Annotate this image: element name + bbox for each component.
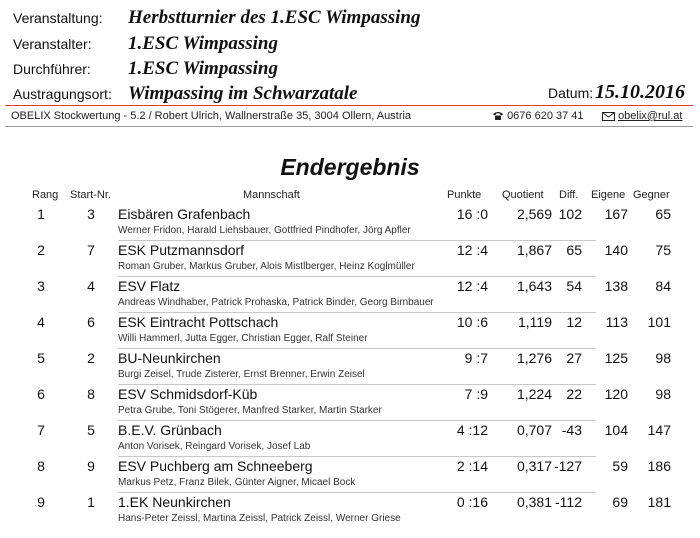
organizer-label: Veranstalter: xyxy=(13,36,92,52)
difference: 27 xyxy=(566,350,582,366)
start-number: 2 xyxy=(87,350,95,366)
quotient: 2,569 xyxy=(516,206,552,222)
table-row xyxy=(0,206,700,242)
executor-label: Durchführer: xyxy=(13,61,91,77)
phone-number: 0676 620 37 41 xyxy=(507,110,584,122)
envelope-icon xyxy=(602,112,615,121)
software-info: OBELIX Stockwertung - 5.2 / Robert Ulrich, Wallnerstraße 35, 3004 Ollern, Austria xyxy=(11,110,412,122)
table-row xyxy=(0,494,700,530)
team-name: B.E.V. Grünbach xyxy=(118,422,222,438)
own-score: 120 xyxy=(604,386,628,402)
start-number: 8 xyxy=(87,386,95,402)
table-row xyxy=(0,458,700,494)
row-divider xyxy=(118,276,596,277)
rank: 3 xyxy=(37,278,45,294)
row-divider xyxy=(118,240,596,241)
table-row xyxy=(0,350,700,386)
rank: 8 xyxy=(37,458,45,474)
col-punkte: Punkte xyxy=(447,189,482,201)
date-label: Datum: xyxy=(548,85,594,101)
difference: -43 xyxy=(561,422,582,438)
team-name: ESK Eintracht Pottschach xyxy=(118,314,279,330)
start-number: 1 xyxy=(87,494,95,510)
team-players: Roman Gruber, Markus Gruber, Alois Mistlberger, Heinz Koglmüller xyxy=(118,261,415,272)
own-score: 104 xyxy=(604,422,628,438)
difference: 12 xyxy=(566,314,582,330)
opponent-score: 84 xyxy=(655,278,671,294)
event-value: Herbstturnier des 1.ESC Wimpassing xyxy=(128,7,421,28)
row-divider xyxy=(118,492,596,493)
row-divider xyxy=(118,420,596,421)
team-players: Petra Grube, Toni Stögerer, Manfred Starker, Martin Starker xyxy=(118,405,382,416)
team-name: BU-Neunkirchen xyxy=(118,350,221,366)
rank: 4 xyxy=(37,314,45,330)
points: 12 :4 xyxy=(456,278,488,294)
start-number: 4 xyxy=(87,278,95,294)
team-players: Willi Hammerl, Jutta Egger, Christian Egger, Ralf Steiner xyxy=(118,333,368,344)
col-eigene: Eigene xyxy=(591,189,626,201)
points: 7 :9 xyxy=(464,386,488,402)
own-score: 140 xyxy=(604,242,628,258)
table-row xyxy=(0,278,700,314)
team-name: Eisbären Grafenbach xyxy=(118,206,251,222)
quotient: 0,317 xyxy=(516,458,552,474)
quotient: 1,867 xyxy=(516,242,552,258)
organizer-value: 1.ESC Wimpassing xyxy=(128,33,278,54)
team-name: ESV Flatz xyxy=(118,278,181,294)
team-name: ESV Schmidsdorf-Küb xyxy=(118,386,258,402)
start-number: 5 xyxy=(87,422,95,438)
rank: 6 xyxy=(37,386,45,402)
own-score: 113 xyxy=(605,314,628,330)
points: 0 :16 xyxy=(456,494,488,510)
rank: 2 xyxy=(37,242,45,258)
venue-label: Austragungsort: xyxy=(13,86,112,102)
team-players: Anton Vorisek, Reingard Vorisek, Josef Lab xyxy=(118,441,311,452)
difference: 22 xyxy=(566,386,582,402)
col-team: Mannschaft xyxy=(243,189,300,201)
email-link[interactable]: obelix@rul.at xyxy=(618,110,683,122)
col-diff: Diff. xyxy=(559,189,579,201)
row-divider xyxy=(118,456,596,457)
venue-value: Wimpassing im Schwarzatale xyxy=(128,83,358,104)
opponent-score: 101 xyxy=(647,314,671,330)
points: 12 :4 xyxy=(456,242,488,258)
row-divider xyxy=(118,312,596,313)
row-divider xyxy=(118,348,596,349)
table-row xyxy=(0,422,700,458)
points: 16 :0 xyxy=(456,206,488,222)
phone-icon xyxy=(492,111,504,121)
quotient: 1,643 xyxy=(516,278,552,294)
difference: 102 xyxy=(558,206,582,222)
col-start: Start-Nr. xyxy=(70,189,111,201)
table-row xyxy=(0,314,700,350)
header-divider xyxy=(5,105,693,106)
col-gegner: Gegner xyxy=(633,189,670,201)
team-players: Burgi Zeisel, Trude Zisterer, Ernst Brenner, Erwin Zeisel xyxy=(118,369,365,380)
row-divider xyxy=(118,384,596,385)
difference: 65 xyxy=(566,242,582,258)
quotient: 1,224 xyxy=(516,386,552,402)
team-name: 1.EK Neunkirchen xyxy=(118,494,231,510)
date-value: 15.10.2016 xyxy=(595,81,685,103)
start-number: 9 xyxy=(87,458,95,474)
quotient: 1,276 xyxy=(516,350,552,366)
phone-contact xyxy=(492,110,584,122)
points: 10 :6 xyxy=(456,314,488,330)
points: 2 :14 xyxy=(456,458,488,474)
team-players: Markus Petz, Franz Bilek, Günter Aigner, Micael Bock xyxy=(118,477,356,488)
table-row xyxy=(0,386,700,422)
rank: 1 xyxy=(37,206,45,222)
points: 4 :12 xyxy=(456,422,488,438)
opponent-score: 98 xyxy=(655,386,671,402)
quotient: 0,707 xyxy=(516,422,552,438)
opponent-score: 186 xyxy=(647,458,671,474)
own-score: 167 xyxy=(604,206,628,222)
opponent-score: 147 xyxy=(647,422,671,438)
opponent-score: 98 xyxy=(655,350,671,366)
difference: -112 xyxy=(555,494,582,510)
quotient: 1,119 xyxy=(518,314,552,330)
difference: 54 xyxy=(566,278,582,294)
opponent-score: 75 xyxy=(655,242,671,258)
team-players: Hans-Peter Zeissl, Martina Zeissl, Patrick Zeissl, Werner Griese xyxy=(118,513,401,524)
opponent-score: 65 xyxy=(655,206,671,222)
team-players: Werner Fridon, Harald Liehsbauer, Gottfried Pindhofer, Jörg Apfler xyxy=(118,225,411,236)
rank: 7 xyxy=(37,422,45,438)
table-row xyxy=(0,242,700,278)
event-label: Veranstaltung: xyxy=(13,10,103,26)
start-number: 3 xyxy=(87,206,95,222)
own-score: 125 xyxy=(604,350,628,366)
page-title: Endergebnis xyxy=(280,154,420,180)
own-score: 69 xyxy=(612,494,628,510)
start-number: 6 xyxy=(87,314,95,330)
rank: 9 xyxy=(37,494,45,510)
email-contact[interactable] xyxy=(602,110,682,122)
footer-divider xyxy=(5,126,693,127)
col-rang: Rang xyxy=(32,189,59,201)
own-score: 59 xyxy=(612,458,628,474)
team-name: ESK Putzmannsdorf xyxy=(118,242,245,258)
team-players: Andreas Windhaber, Patrick Prohaska, Patrick Binder, Georg Birnbauer xyxy=(118,297,434,308)
opponent-score: 181 xyxy=(647,494,671,510)
points: 9 :7 xyxy=(464,350,488,366)
own-score: 138 xyxy=(604,278,628,294)
team-name: ESV Puchberg am Schneeberg xyxy=(118,458,313,474)
difference: -127 xyxy=(553,458,582,474)
quotient: 0,381 xyxy=(516,494,552,510)
start-number: 7 xyxy=(87,242,95,258)
rank: 5 xyxy=(37,350,45,366)
executor-value: 1.ESC Wimpassing xyxy=(128,58,278,79)
col-quotient: Quotient xyxy=(502,189,544,201)
